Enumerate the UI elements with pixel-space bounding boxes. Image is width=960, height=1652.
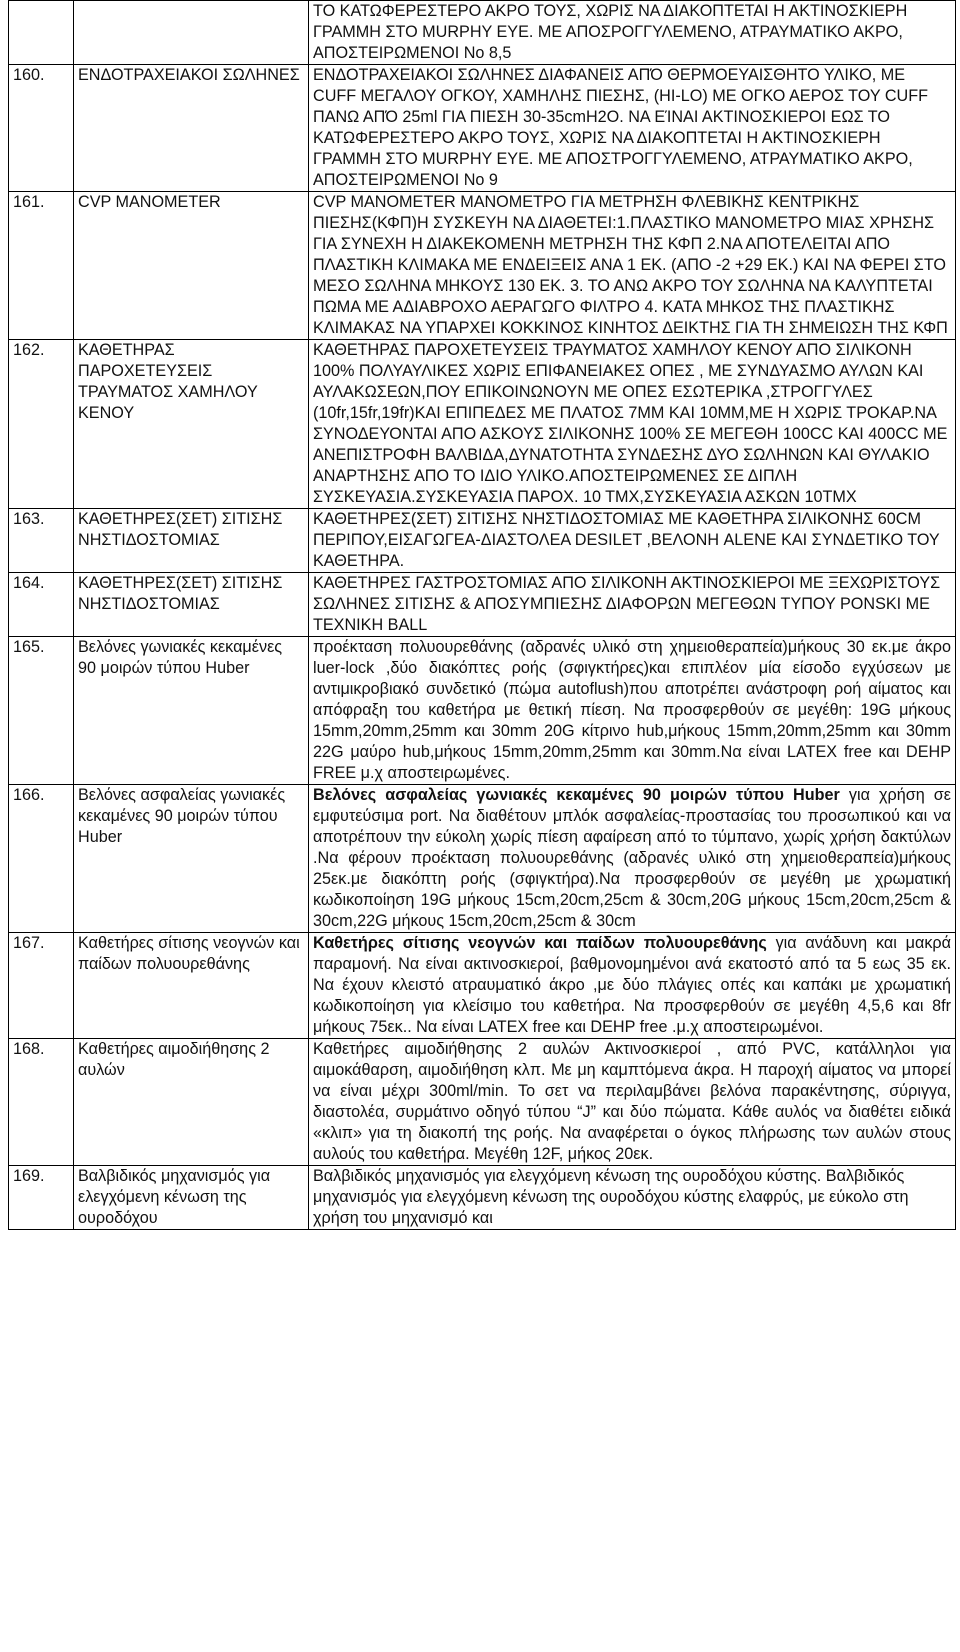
item-description-cell <box>309 785 956 933</box>
row-number <box>9 1 74 65</box>
table-row <box>9 192 956 340</box>
table-row <box>9 1166 956 1230</box>
table-row <box>9 340 956 509</box>
item-description: ΚΑΘΕΤΗΡΕΣ(ΣΕΤ) ΣΙΤΙΣΗΣ ΝΗΣΤΙΔΟΣΤΟΜΙΑΣ ΜΕ ΚΑΘΕΤΗΡΑ ΣΙΛΙΚΟΝΗΣ 60CM ΠΕΡΙΠΟΥ,ΕΙΣΑΓΩΓΕΑ-ΔΙΑΣΤΟΛΕΑ DESILET ,ΒΕΛΟΝΗ ALENE ΚΑΙ ΣΥΝΔΕΤΙΚΟ ΤΟΥ ΚΑΘΕΤΗΡΑ. <box>309 509 956 573</box>
item-name: Καθετήρες σίτισης νεογνών και παίδων πολυουρεθάνης <box>74 933 309 1039</box>
item-name: Βελόνες γωνιακές κεκαμένες 90 μοιρών τύπου Huber <box>74 637 309 785</box>
row-number: 167. <box>9 933 74 1039</box>
item-lead-title: Βελόνες ασφαλείας γωνιακές κεκαμένες 90 μοιρών τύπου Huber <box>313 786 840 804</box>
table-row <box>9 573 956 637</box>
item-description: για ανάδυνη και μακρά παραμονή. Να είναι ακτινοσκιεροί, βαθμονομημένοι ανά εκατοστό από τα 5 εως 35 εκ. Να έχουν κλειστό ατραυματικό άκρο ,με δύο πλάγιες οπές και καπάκι με χρωματική κωδικοποίηση για κλείσιμο του καθετήρα. Να προσφερθούν σε μεγέθη 4,5,6 και 8fr μήκους 75εκ.. Να είναι LATEX free και DEHP free .μ.χ αποστειρωμένοι. <box>313 934 951 1036</box>
table-row <box>9 65 956 192</box>
item-description: Καθετήρες αιμοδιήθησης 2 αυλών Ακτινοσκιεροί , από PVC, κατάλληλοι για αιμοκάθαρση, αιμοδιήθηση κλπ. Με μη καμπτόμενα άκρα. Η παροχή αίματος να μπορεί να είναι μέχρι 300ml/min. Το σετ να περιλαμβάνει βελόνα παρακέντησης, σύριγγα, διαστολέα, συρμάτινο οδηγό τύπου “J” και δύο πώματα. Κάθε αυλός να διαθέτει ειδικά «κλιπ» για τη διακοπή της ροής. Να αναφέρεται ο όγκος πλήρωσης των αυλών στους αυλούς του καθετήρα. Μεγέθη 12F, μήκος 20εκ. <box>309 1039 956 1166</box>
row-number: 160. <box>9 65 74 192</box>
item-description: ΤΟ ΚΑΤΩΦΕΡΕΣΤΕΡΟ ΑΚΡΟ ΤΟΥΣ, ΧΩΡΙΣ ΝΑ ΔΙΑΚΟΠΤΕΤΑΙ Η ΑΚΤΙΝΟΣΚΙΕΡΗ ΓΡΑΜΜΗ ΣΤΟ MURPHY ΕΥΕ. ΜΕ ΑΠΟΣΡΟΓΓΥΛΕΜΕΝΟ, ΑΤΡΑΥΜΑΤΙΚΟ ΑΚΡΟ, ΑΠΟΣΤΕΙΡΩΜΕΝΟΙ Νο 8,5 <box>309 1 956 65</box>
item-name: ΚΑΘΕΤΗΡΕΣ(ΣΕΤ) ΣΙΤΙΣΗΣ ΝΗΣΤΙΔΟΣΤΟΜΙΑΣ <box>74 509 309 573</box>
item-description: CVP MANOMETER ΜΑΝΟΜΕΤΡΟ ΓΙΑ ΜΕΤΡΗΣΗ ΦΛΕΒΙΚΗΣ ΚΕΝΤΡΙΚΗΣ ΠΙΕΣΗΣ(ΚΦΠ)Η ΣΥΣΚΕΥΗ ΝΑ ΔΙΑΘΕΤΕΙ:1.ΠΛΑΣΤΙΚΟ ΜΑΝΟΜΕΤΡΟ ΜΙΑΣ ΧΡΗΣΗΣ ΓΙΑ ΣΥΝΕΧΗ Η ΔΙΑΚΕΚΟΜΕΝΗ ΜΕΤΡΗΣΗ ΤΗΣ ΚΦΠ 2.ΝΑ ΑΠΟΤΕΛΕΙΤΑΙ ΑΠΟ ΠΛΑΣΤΙΚΗ ΚΛΙΜΑΚΑ ΜΕ ΕΝΔΕΙΞΕΙΣ ΑΝΑ 1 ΕΚ. (ΑΠΟ -2 +29 ΕΚ.) ΚΑΙ ΝΑ ΦΕΡΕΙ ΣΤΟ ΜΕΣΟ ΣΩΛΗΝΑ ΜΗΚΟΥΣ 130 ΕΚ. 3. ΤΟ ΑΝΩ ΑΚΡΟ ΤΟΥ ΣΩΛΗΝΑ ΝΑ ΚΑΛΥΠΤΕΤΑΙ ΠΩΜΑ ΜΕ ΑΔΙΑΒΡΟΧΟ ΑΕΡΑΓΩΓΟ ΦΙΛΤΡΟ 4. ΚΑΤΑ ΜΗΚΟΣ ΤΗΣ ΠΛΑΣΤΙΚΗΣ ΚΛΙΜΑΚΑΣ ΝΑ ΥΠΑΡΧΕΙ ΚΟΚΚΙΝΟΣ ΚΙΝΗΤΟΣ ΔΕΙΚΤΗΣ ΓΙΑ ΤΗ ΣΗΜΕΙΩΣΗ ΤΗΣ ΚΦΠ <box>309 192 956 340</box>
item-description-cell <box>309 933 956 1039</box>
row-number: 168. <box>9 1039 74 1166</box>
row-number: 161. <box>9 192 74 340</box>
specification-document <box>8 0 956 1230</box>
item-name <box>74 1 309 65</box>
item-name: Βελόνες ασφαλείας γωνιακές κεκαμένες 90 μοιρών τύπου Huber <box>74 785 309 933</box>
item-name: Καθετήρες αιμοδιήθησης 2 αυλών <box>74 1039 309 1166</box>
table-row <box>9 785 956 933</box>
item-name: ΚΑΘΕΤΗΡΕΣ(ΣΕΤ) ΣΙΤΙΣΗΣ ΝΗΣΤΙΔΟΣΤΟΜΙΑΣ <box>74 573 309 637</box>
item-description: για χρήση σε εμφυτεύσιμα port. Να διαθέτουν μπλόκ ασφαλείας-προστασίας του προσωπικού και να αποτρέπουν την εύκολη χωρίς πίεση αφαίρεση από το τύμπανο, χωρίς χρήση δακτύλων .Να φέρουν προέκταση πολυουρεθάνης (αδρανές υλικό στη χημειοθεραπεία)μήκους 25εκ.με διακόπτη ροής (σφιγκτήρα).Να προσφερθούν σε μεγέθη με χρωματική κωδικοποίηση 19G μήκους 15cm,20cm,25cm & 30cm,20G μήκους 15cm,20cm,25cm & 30cm,22G μήκους 15cm,20cm,25cm & 30cm <box>313 786 952 930</box>
item-name: ΕΝΔΟΤΡΑΧΕΙΑΚΟΙ ΣΩΛΗΝΕΣ <box>74 65 309 192</box>
row-number: 164. <box>9 573 74 637</box>
row-number: 165. <box>9 637 74 785</box>
specification-table <box>8 0 956 1230</box>
row-number: 166. <box>9 785 74 933</box>
item-description: ΕΝΔΟΤΡΑΧΕΙΑΚΟΙ ΣΩΛΗΝΕΣ ΔΙΑΦΑΝΕΙΣ ΑΠΌ ΘΕΡΜΟΕΥΑΙΣΘΗΤΟ ΥΛΙΚΟ, ΜΕ CUFF ΜΕΓΑΛΟΥ ΟΓΚΟΥ, ΧΑΜΗΛΗΣ ΠΙΕΣΗΣ, (HI-LO) ΜΕ ΟΓΚΟ ΑΕΡΟΣ ΤΟΥ CUFF ΠΑΝΩ ΑΠΌ 25ml ΓΙΑ ΠΙΕΣΗ 30-35cmH2O. ΝΑ ΕΊΝΑΙ ΑΚΤΙΝΟΣΚΙΕΡΟΙ ΕΩΣ ΤΟ ΚΑΤΩΦΕΡΕΣΤΕΡΟ ΑΚΡΟ ΤΟΥΣ, ΧΩΡΙΣ ΝΑ ΔΙΑΚΟΠΤΕΤΑΙ Η ΑΚΤΙΝΟΣΚΙΕΡΗ ΓΡΑΜΜΗ ΣΤΟ MURPHY ΕΥΕ. ΜΕ ΑΠΟΣΤΡΟΓΓΥΛΕΜΕΝΟ, ΑΤΡΑΥΜΑΤΙΚΟ ΑΚΡΟ, ΑΠΟΣΤΕΙΡΩΜΕΝΟΙ Νο 9 <box>309 65 956 192</box>
item-name: Βαλβιδικός μηχανισμός για ελεγχόμενη κένωση της ουροδόχου <box>74 1166 309 1230</box>
row-number: 162. <box>9 340 74 509</box>
table-row <box>9 637 956 785</box>
item-description: ΚΑΘΕΤΗΡΕΣ ΓΑΣΤΡΟΣΤΟΜΙΑΣ ΑΠΟ ΣΙΛΙΚΟΝΗ ΑΚΤΙΝΟΣΚΙΕΡΟΙ ΜΕ ΞΕΧΩΡΙΣΤΟΥΣ ΣΩΛΗΝΕΣ ΣΙΤΙΣΗΣ & ΑΠΟΣΥΜΠΙΕΣΗΣ ΔΙΑΦΟΡΩΝ ΜΕΓΕΘΩΝ ΤΥΠΟΥ PONSKI ΜΕ ΤΕΧΝΙΚΗ BALL <box>309 573 956 637</box>
row-number: 163. <box>9 509 74 573</box>
item-description: ΚΑΘΕΤΗΡΑΣ ΠΑΡΟΧΕΤΕΥΣΕΙΣ ΤΡΑΥΜΑΤΟΣ ΧΑΜΗΛΟΥ ΚΕΝΟΥ ΑΠΟ ΣΙΛΙΚΟΝΗ 100% ΠΟΛΥΑΥΛΙΚΕΣ ΧΩΡΙΣ ΕΠΙΦΑΝΕΙΑΚΕΣ ΟΠΕΣ , ΜΕ ΣΥΝΔΥΑΣΜΟ ΑΥΛΩΝ ΚΑΙ ΑΥΛΑΚΩΣΕΩΝ,ΠΟΥ ΕΠΙΚΟΙΝΩΝΟΥΝ ΜΕ ΟΠΕΣ ΕΣΩΤΕΡΙΚΑ ,ΣΤΡΟΓΓΥΛΕΣ (10fr,15fr,19fr)ΚΑΙ ΕΠΙΠΕΔΕΣ ΜΕ ΠΛΑΤΟΣ 7ΜΜ ΚΑΙ 10ΜΜ,ΜΕ Η ΧΩΡΙΣ ΤΡΟΚΑΡ.ΝΑ ΣΥΝΟΔΕΥΟΝΤΑΙ ΑΠΟ ΑΣΚΟΥΣ ΣΙΛΙΚΟΝΗΣ 100% ΣΕ ΜΕΓΕΘΗ 100CC ΚΑΙ 400CC ΜΕ ΑΝΕΠΙΣΤΡΟΦΗ ΒΑΛΒΙΔΑ,ΔΥΝΑΤΟΤΗΤΑ ΣΥΝΔΕΣΗΣ ΔΥΟ ΣΩΛΗΝΩΝ ΚΑΙ ΘΥΛΑΚΙΟ ΑΝΑΡΤΗΣΗΣ ΑΠΟ ΤΟ ΙΔΙΟ ΥΛΙΚΟ.ΑΠΟΣΤΕΙΡΩΜΕΝΕΣ ΣΕ ΔΙΠΛΗ ΣΥΣΚΕΥΑΣΙΑ.ΣΥΣΚΕΥΑΣΙΑ ΠΑΡΟΧ. 10 ΤΜΧ,ΣΥΣΚΕΥΑΣΙΑ ΑΣΚΩΝ 10ΤΜΧ <box>309 340 956 509</box>
row-number: 169. <box>9 1166 74 1230</box>
table-row <box>9 1 956 65</box>
table-row <box>9 1039 956 1166</box>
item-name: CVP MANOMETER <box>74 192 309 340</box>
item-name: ΚΑΘΕΤΗΡΑΣ ΠΑΡΟΧΕΤΕΥΣΕΙΣ ΤΡΑΥΜΑΤΟΣ ΧΑΜΗΛΟΥ ΚΕΝΟΥ <box>74 340 309 509</box>
item-description: προέκταση πολυουρεθάνης (αδρανές υλικό στη χημειοθεραπεία)μήκους 30 εκ.με άκρο luer-lock ,δύο διακόπτες ροής (σφιγκτήρες)και επιπλέον μία είσοδο εγχύσεων με αντιμικροβιακό συνδετικό (πώμα autoflush)που αποτρέπει ανάστροφη ροή αίματος και απόφραξη του καθετήρα με θετική πίεση. Να προσφερθούν σε μεγέθη: 19G μήκους 15mm,20mm,25mm και 30mm 20G κίτρινο hub,μήκους 15mm,20mm,25mm και 30mm 22G μαύρο hub,μήκους 15mm,20mm,25mm και 30mm.Να είναι LATEX free και DEHP FREE μ.χ αποστειρωμένες. <box>309 637 956 785</box>
table-row <box>9 933 956 1039</box>
item-lead-title: Καθετήρες σίτισης νεογνών και παίδων πολυουρεθάνης <box>313 934 767 952</box>
item-description: Βαλβιδικός μηχανισμός για ελεγχόμενη κένωση της ουροδόχου κύστης. Βαλβιδικός μηχανισμός για ελεγχόμενη κένωση της ουροδόχου κύστης ελαφρύς, με εύκολο στη χρήση του μηχανισμό και <box>309 1166 956 1230</box>
table-row <box>9 509 956 573</box>
